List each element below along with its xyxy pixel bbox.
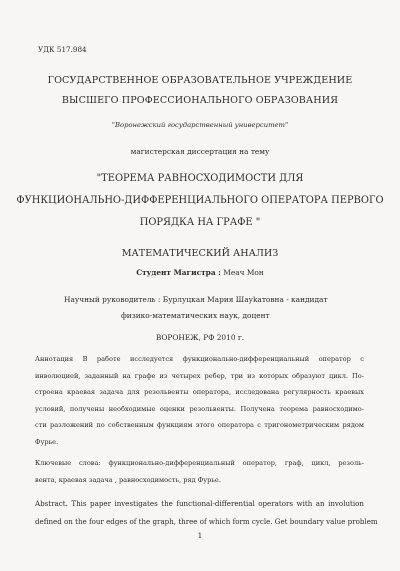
institution-line-2: ВЫСШЕГО ПРОФЕССИОНАЛЬНОГО ОБРАЗОВАНИЯ xyxy=(61,95,339,106)
abstract-ru-line: инволюцией, заданный на графе из четырех ребер, три из которых образуют цикл. По- xyxy=(35,371,364,380)
keywords-line: Ключевые слова: функционально-дифференциальный оператор, граф, цикл, резоль- xyxy=(35,459,364,467)
keywords-line: вента, краевая задача , равносходимость, ряд Фурье. xyxy=(35,475,221,484)
abstract-english xyxy=(35,495,378,531)
abstract-russian xyxy=(35,351,364,451)
abstract-en-line: defined on the four edges of the graph, three of which form cycle. Get boundary value problem xyxy=(35,517,378,526)
abstract-en-line: Abstract. This paper investigates the functional-differential operators with an involution xyxy=(35,499,364,508)
supervisor-line-2: физико-математических наук, доцент xyxy=(121,311,270,320)
abstract-ru-line: Аннотация В работе исследуется функционально-дифференциальный оператор с xyxy=(35,355,364,363)
thesis-title-line-3: ПОРЯДКА НА ГРАФЕ " xyxy=(139,217,261,228)
abstract-ru-line: условий, получены необходимые оценки резольвенты. Получена теорема равносходимо- xyxy=(35,404,364,413)
keywords xyxy=(35,455,364,488)
thesis-type: магистерская диссертация на тему xyxy=(130,147,270,156)
place-date: ВОРОНЕЖ, РФ 2010 г. xyxy=(155,333,245,342)
page-number: 1 xyxy=(197,531,203,540)
abstract-ru-line: Фурье. xyxy=(35,437,59,446)
specialty: МАТЕМАТИЧЕСКИЙ АНАЛИЗ xyxy=(121,248,279,259)
student-name: Меач Мон xyxy=(223,268,264,277)
university-name: "Воронежский государственный университет" xyxy=(111,121,289,129)
student-line xyxy=(0,268,400,277)
student-label: Студент Магистра : xyxy=(136,268,221,277)
abstract-ru-line: сти разложений по собственным функциям этого оператора с тригонометрическим рядом xyxy=(35,421,364,430)
abstract-ru-line: строена краевая задача для резольвенты оператора, исследована регулярность краевых xyxy=(35,388,364,397)
thesis-title-line-1: "ТЕОРЕМА РАВНОСХОДИМОСТИ ДЛЯ xyxy=(96,173,304,184)
thesis-title-line-2: ФУНКЦИОНАЛЬНО-ДИФФЕРЕНЦИАЛЬНОГО ОПЕРАТОРА ПЕРВОГО xyxy=(16,195,384,206)
institution-line-1: ГОСУДАРСТВЕННОЕ ОБРАЗОВАТЕЛЬНОЕ УЧРЕЖДЕНИЕ xyxy=(47,75,353,86)
udk-code: УДК 517.984 xyxy=(38,45,87,54)
supervisor-line-1: Научный руководитель : Бурлуцкая Мария Шауkатовна - кандидат xyxy=(64,295,328,304)
